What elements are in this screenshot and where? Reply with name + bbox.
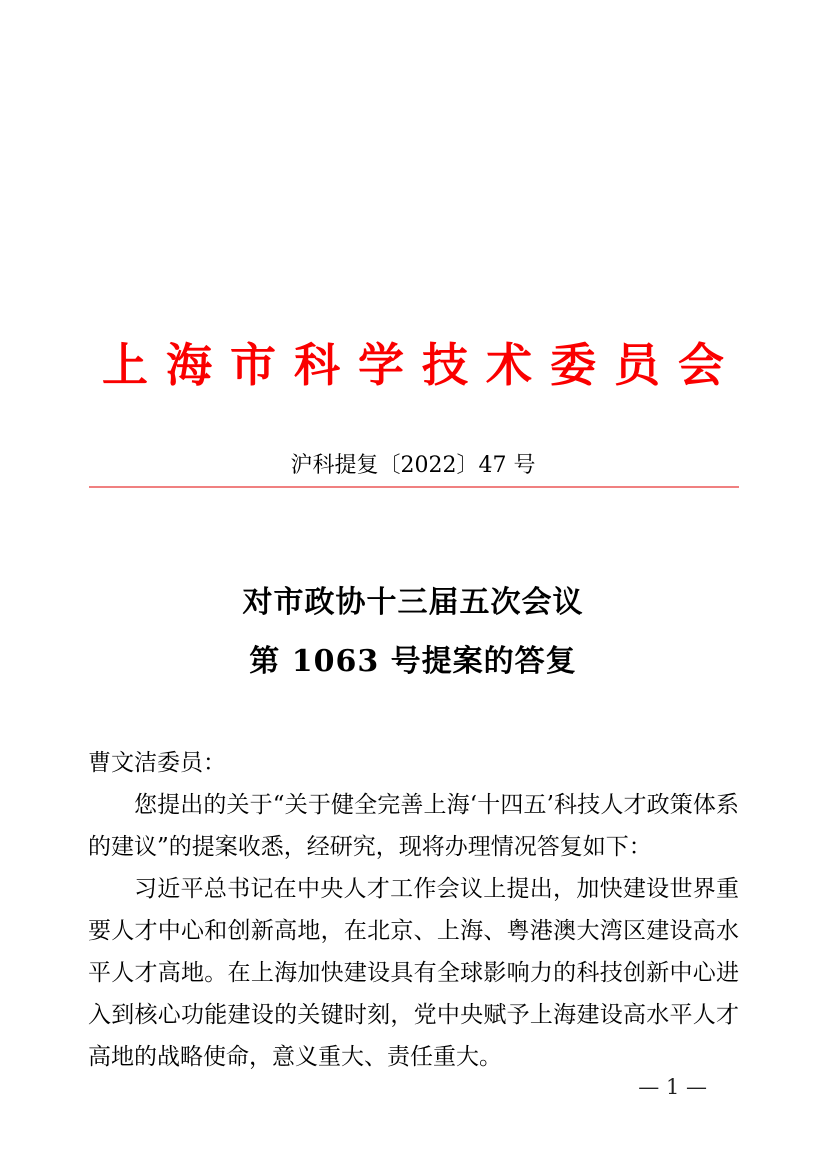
body-paragraph-2: 习近平总书记在中央人才工作会议上提出，加快建设世界重要人才中心和创新高地，在北京、上海、粤港澳大湾区建设高水平人才高地。在上海加快建设具有全球影响力的科技创新中心进入到核心功能建设的关键时刻，党中央赋予上海建设高水平人才高地的战略使命，意义重大、责任重大。 xyxy=(88,876,739,1070)
salutation: 曹文洁委员： xyxy=(88,750,226,776)
document-title xyxy=(0,573,826,691)
document-title-line-2: 第 1063 号提案的答复 xyxy=(249,644,577,679)
document-title-line-1: 对市政协十三届五次会议 xyxy=(242,585,584,620)
body-paragraph-1: 您提出的关于“关于健全完善上海‘十四五’科技人才政策体系的建议”的提案收悉，经研究，现将办理情况答复如下： xyxy=(88,792,739,860)
agency-letterhead-title: 上海市科学技术委员会 xyxy=(102,338,742,392)
letterhead-divider-rule xyxy=(89,486,739,488)
document-body xyxy=(88,742,739,1078)
document-reference-number: 沪科提复〔2022〕47 号 xyxy=(290,453,536,478)
page-number: — 1 — xyxy=(638,1075,707,1099)
